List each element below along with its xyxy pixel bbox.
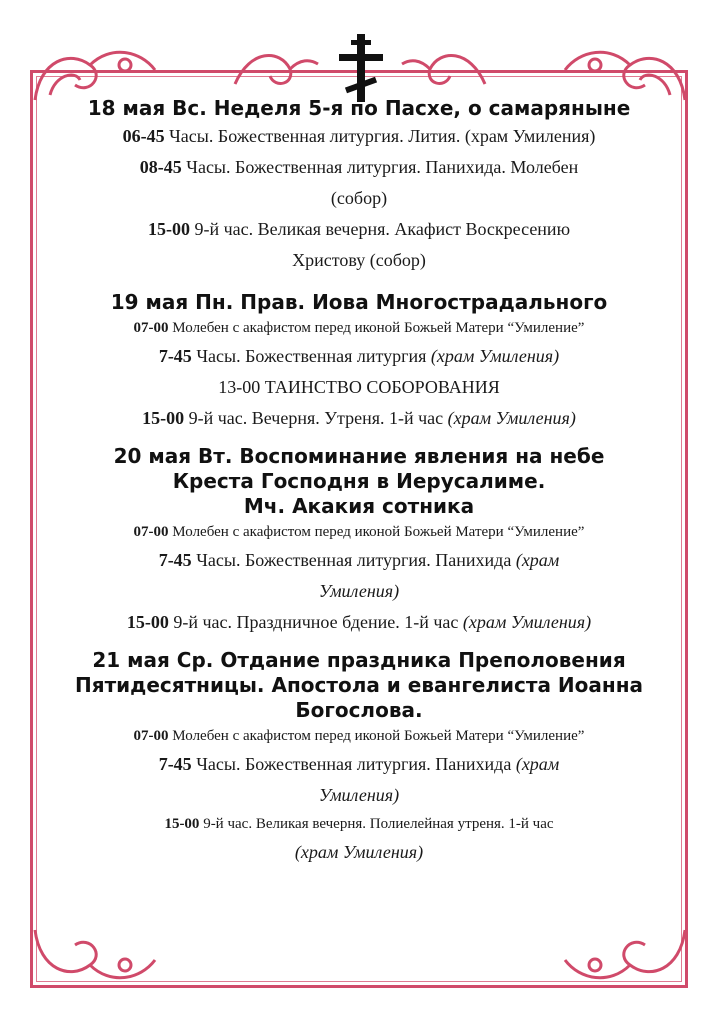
schedule-line: 07-00 Молебен с акафистом перед иконой Божьей Матери “Умиление” [133, 524, 585, 540]
schedule-line-cont: Умиления) [318, 581, 400, 601]
day-title: Креста Господня в Иерусалиме. [172, 469, 546, 493]
schedule-line-cont: (собор) [330, 188, 388, 208]
schedule-line: 7-45 Часы. Божественная литургия (храм Умиления) [158, 346, 560, 366]
schedule-line: 07-00 Молебен с акафистом перед иконой Божьей Матери “Умиление” [133, 320, 585, 336]
floral-ornament-icon [30, 920, 160, 990]
day-title: 18 мая Вс. Неделя 5-я по Пасхе, о самаряныне [87, 96, 631, 120]
day-title: 21 мая Ср. Отдание праздника Преполовения [92, 648, 626, 672]
schedule-line-cont: (храм Умиления) [294, 842, 424, 862]
day-title: 19 мая Пн. Прав. Иова Многострадального [110, 290, 608, 314]
schedule-line: 7-45 Часы. Божественная литургия. Панихида (храм [158, 754, 560, 774]
schedule-line: 15-00 9-й час. Великая вечерня. Полиелейная утреня. 1-й час [164, 816, 554, 832]
schedule-line: 7-45 Часы. Божественная литургия. Панихида (храм [158, 550, 560, 570]
schedule-line: 07-00 Молебен с акафистом перед иконой Божьей Матери “Умиление” [133, 728, 585, 744]
schedule-line-cont: Умиления) [318, 785, 400, 805]
schedule [44, 96, 674, 868]
schedule-line-cont: Христову (собор) [292, 250, 426, 270]
day-title: Пятидесятницы. Апостола и евангелиста Иоанна [74, 673, 644, 697]
floral-ornament-icon [400, 44, 490, 94]
schedule-line: 15-00 9-й час. Праздничное бдение. 1-й час (храм Умиления) [126, 612, 592, 632]
schedule-line: 15-00 9-й час. Вечерня. Утреня. 1-й час (храм Умиления) [142, 408, 576, 428]
schedule-line: 15-00 9-й час. Великая вечерня. Акафист Воскресению [147, 219, 571, 239]
orthodox-cross-icon [331, 34, 391, 102]
schedule-line: 08-45 Часы. Божественная литургия. Панихида. Молебен [139, 157, 579, 177]
floral-ornament-icon [230, 44, 320, 94]
floral-ornament-icon [560, 920, 690, 990]
day-title: 20 мая Вт. Воспоминание явления на небе [113, 444, 605, 468]
day-title: Богослова. [295, 698, 423, 722]
schedule-line: 13-00 ТАИНСТВО СОБОРОВАНИЯ [218, 377, 500, 397]
schedule-line: 06-45 Часы. Божественная литургия. Лития. (храм Умиления) [122, 126, 596, 146]
day-title: Мч. Акакия сотника [243, 494, 475, 518]
